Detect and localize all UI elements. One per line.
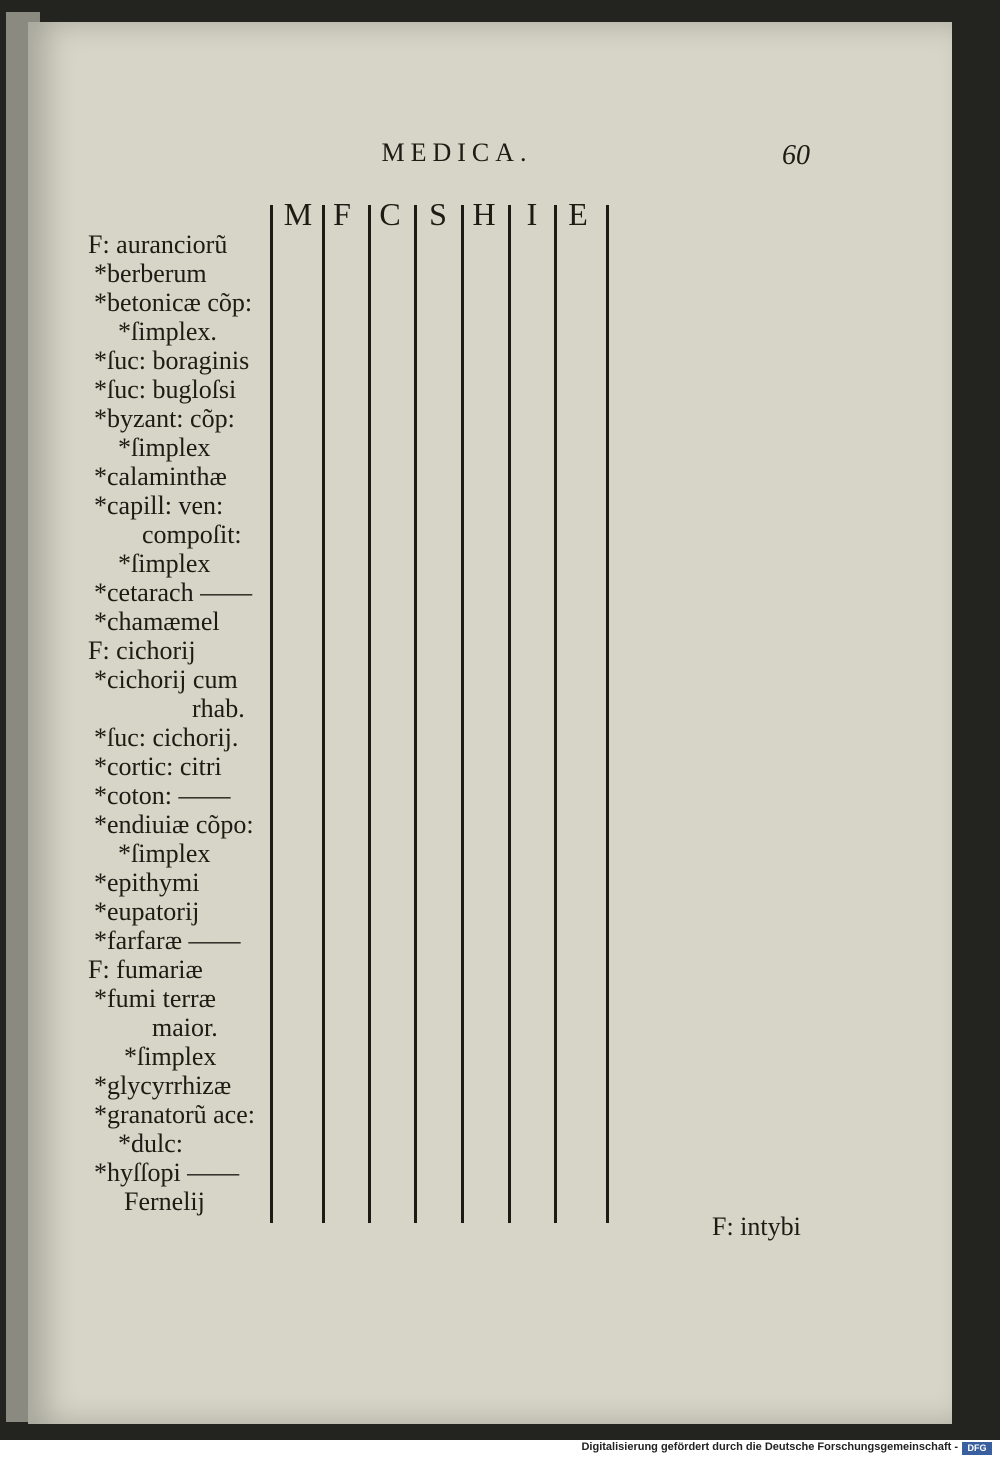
digitization-credit: Digitalisierung gefördert durch die Deutsche Forschungsgemeinschaft - [581,1441,958,1453]
entry: F: cichorij [88,636,196,665]
column-rule [322,205,325,1223]
column-rule [606,205,609,1223]
page-number: 60 [782,140,810,171]
column-rule [270,205,273,1223]
entry: *hyſſopi —— [94,1158,240,1187]
column-letter: E [568,196,588,232]
column-rule [554,205,557,1223]
entry: *byzant: cõp: [94,404,235,433]
entry: F: fumariæ [88,955,203,984]
entry: *dulc: [118,1129,183,1158]
dfg-logo: DFG [962,1442,992,1455]
entry: *farfaræ —— [94,926,241,955]
column-letter: H [472,196,496,232]
entry: *ſimplex. [118,317,217,346]
entry: *eupatorij [94,897,200,926]
entry: *ſimplex [124,1042,217,1071]
column-letter: C [379,196,401,232]
entry: F: auranciorũ [88,230,228,259]
column-rule [508,205,511,1223]
entry: *coton: —— [94,781,231,810]
entry: *granatorũ ace: [94,1100,255,1129]
column-rule [461,205,464,1223]
entry: *glycyrrhizæ [94,1071,232,1100]
running-head: MEDICA. [381,138,533,167]
entry: Fernelij [124,1187,205,1216]
entry: *ſuc: cichorij. [94,723,239,752]
entry: *chamæmel [94,607,220,636]
entry: maior. [152,1013,218,1042]
column-letter: F [333,196,351,232]
entry: *ſuc: boraginis [94,346,250,375]
column-letter: I [526,196,538,232]
entry: *endiuiæ cõpo: [94,810,254,839]
entry: *cichorij cum [94,665,238,694]
entry: *fumi terræ [94,984,217,1013]
entry: *cetarach —— [94,578,253,607]
entry: rhab. [192,694,245,723]
column-rule [368,205,371,1223]
bleed-through-text [650,252,940,1092]
entry: *ſimplex [118,839,211,868]
entry: *ſimplex [118,433,211,462]
column-letters [278,196,610,236]
entry: *berberum [94,259,207,288]
entry: *cortic: citri [94,752,222,781]
entry: *ſuc: bugloſsi [94,375,237,404]
column-rule [414,205,417,1223]
entry: *calaminthæ [94,462,227,491]
column-letter: M [283,196,313,232]
entry: *betonicæ cõp: [94,288,253,317]
column-letter: S [429,196,447,232]
entry: *capill: ven: [94,491,224,520]
entry: *epithymi [94,868,200,897]
entry: *ſimplex [118,549,211,578]
catchword: F: intybi [712,1212,801,1241]
entry: compoſit: [142,520,242,549]
